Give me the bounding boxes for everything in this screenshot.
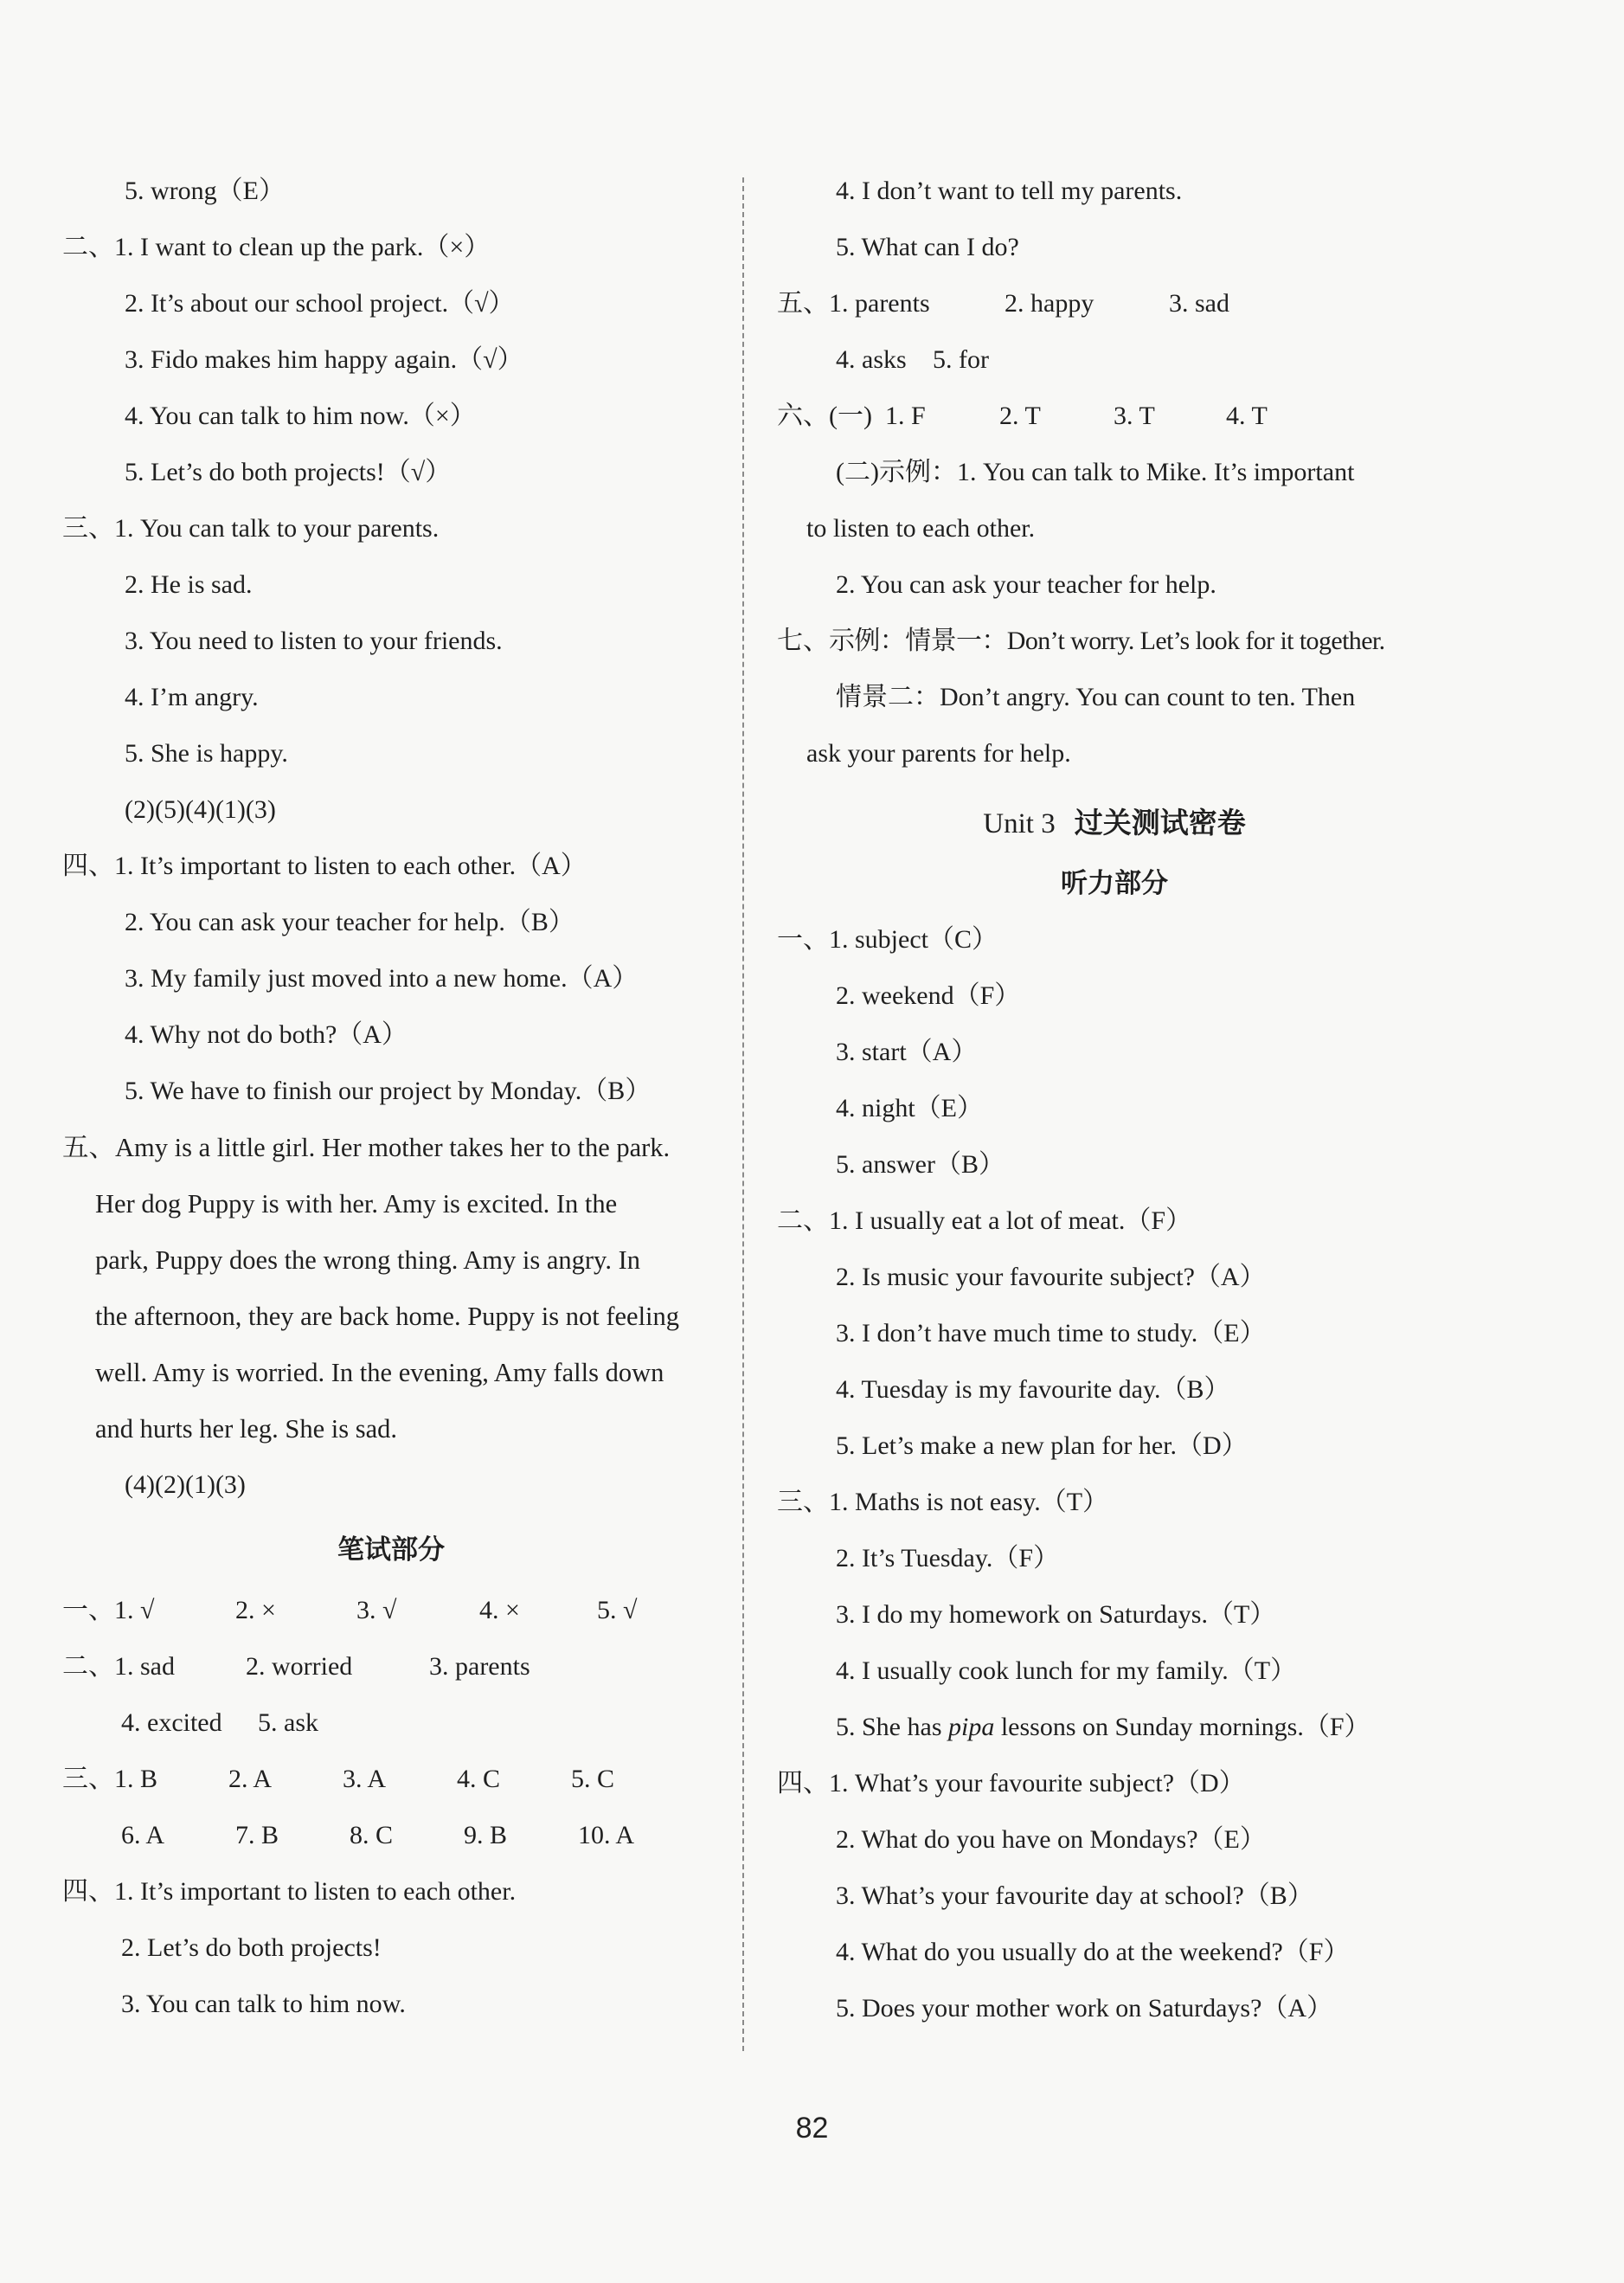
answer-text: 2. T [999, 402, 1041, 430]
section-label: 五、 [62, 1133, 115, 1162]
page-number: 82 [795, 2112, 829, 2145]
answer-line: 2. Is music your favourite subject?（A） [836, 1263, 1266, 1291]
answer-line: the afternoon, they are back home. Puppy is not feeling [95, 1302, 680, 1331]
answer-line: 3. start（A） [836, 1038, 978, 1066]
section-label: 一、 [777, 925, 829, 954]
answer-line: 2. You can ask your teacher for help. [836, 570, 1216, 599]
answer-text: 1. It’s important to listen to each other. [114, 1877, 517, 1906]
answer-text: 2. × [235, 1596, 276, 1624]
answer-line [777, 1762, 1452, 1818]
answer-text: 2. A [228, 1765, 273, 1793]
answer-text: 1. parents [829, 289, 930, 318]
answer-line [62, 1126, 720, 1182]
answer-line: 4. Why not do both?（A） [125, 1020, 408, 1049]
answer-text: 3. A [343, 1765, 387, 1793]
answer-line: 情景二：Don’t angry. You can count to ten. Then [836, 683, 1356, 711]
section-label: 二、 [62, 1652, 114, 1681]
answer-line: 4. You can talk to him now.（×） [125, 402, 476, 430]
answer-text: 8. C [350, 1821, 394, 1849]
section-label: 四、 [62, 1877, 114, 1906]
section-label: 三、 [777, 1488, 829, 1516]
answer-line: to listen to each other. [806, 514, 1036, 543]
answer-line [62, 1701, 720, 1758]
answer-text: 1. Maths is not easy.（T） [829, 1488, 1109, 1516]
answer-text: 6. A [121, 1821, 165, 1849]
answer-text: 1. B [114, 1765, 158, 1793]
answer-line: 2. weekend（F） [836, 981, 1021, 1010]
sub-label: (一) [829, 402, 872, 430]
answer-line [62, 1870, 720, 1926]
answer-text: 4. asks [836, 345, 907, 374]
answer-line: 3. You can talk to him now. [121, 1990, 406, 2018]
answer-line: Her dog Puppy is with her. Amy is excited. In the [95, 1189, 618, 1219]
answer-line [62, 1758, 720, 1814]
answer-line: 5. Let’s make a new plan for her.（D） [836, 1431, 1248, 1460]
answer-line: 5. Does your mother work on Saturdays?（A） [836, 1994, 1333, 2023]
answer-line: park, Puppy does the wrong thing. Amy is angry. In [95, 1245, 640, 1275]
answer-text: 1. It’s important to listen to each other.（A） [114, 852, 587, 880]
section-label: 二、 [62, 233, 114, 261]
answer-line: 3. I don’t have much time to study.（E） [836, 1319, 1266, 1347]
answer-line: ask your parents for help. [806, 739, 1071, 768]
answer-line: 3. My family just moved into a new home.（A） [125, 964, 639, 993]
answer-line: 3. What’s your favourite day at school?（B） [836, 1881, 1313, 1910]
answer-text: 1. You can talk to your parents. [114, 514, 440, 543]
answer-line: (二)示例：1. You can talk to Mike. It’s important [836, 458, 1355, 486]
section-label: 三、 [62, 514, 114, 543]
answer-line: 3. I do my homework on Saturdays.（T） [836, 1600, 1276, 1629]
column-divider [742, 177, 744, 2051]
answer-line [62, 1645, 720, 1701]
section-heading: 笔试部分 [337, 1534, 445, 1566]
answer-text: 1. F [885, 402, 926, 430]
section-label: 五、 [777, 289, 829, 318]
answer-text: 3. √ [356, 1596, 397, 1624]
unit-title-cn: 过关测试密卷 [1074, 806, 1246, 839]
answer-line [777, 620, 1452, 676]
answer-text: Amy is a little girl. Her mother takes her to the park. [115, 1133, 671, 1162]
answer-line [777, 282, 1452, 338]
answer-text: 5. C [571, 1765, 615, 1793]
answer-line: 3. You need to listen to your friends. [125, 627, 503, 655]
answer-line: 5. wrong（E） [125, 177, 285, 205]
answer-line: 2. Let’s do both projects! [121, 1933, 382, 1962]
answer-line: 5. Let’s do both projects!（√） [125, 458, 452, 486]
answer-line: 5. What can I do? [836, 233, 1019, 261]
answer-text: 5. for [933, 345, 989, 374]
answer-line [62, 507, 720, 563]
section-label: 六、 [777, 402, 829, 430]
answer-text: 1. I want to clean up the park.（×） [114, 233, 491, 261]
answer-line [777, 338, 1452, 395]
answer-text: 4. × [479, 1596, 520, 1624]
answer-line: 5. answer（B） [836, 1150, 1005, 1179]
answer-line [777, 395, 1452, 451]
answer-text: 3. T [1114, 402, 1155, 430]
answer-text: 9. B [464, 1821, 508, 1849]
answer-line: and hurts her leg. She is sad. [95, 1414, 397, 1444]
answer-line: 4. night（E） [836, 1094, 983, 1122]
section-label: 四、 [62, 852, 114, 880]
section-label: 四、 [777, 1769, 829, 1797]
answer-line: 2. What do you have on Mondays?（E） [836, 1825, 1266, 1854]
answer-text: 5. ask [258, 1708, 318, 1737]
answer-line [777, 1199, 1452, 1256]
answer-line: 2. It’s Tuesday.（F） [836, 1544, 1060, 1572]
answer-text: 1. sad [114, 1652, 175, 1681]
answer-line: (2)(5)(4)(1)(3) [125, 795, 276, 824]
answer-line: 4. I don’t want to tell my parents. [836, 177, 1183, 205]
answer-text: 2. worried [246, 1652, 353, 1681]
section-label: 七、 [777, 627, 829, 655]
answer-text-italic: pipa [948, 1713, 995, 1741]
answer-line [62, 1589, 720, 1645]
answer-text: 1. subject（C） [829, 925, 998, 954]
answer-text: lessons on Sunday mornings.（F） [994, 1713, 1370, 1741]
answer-text: 2. happy [1005, 289, 1094, 318]
answer-line: 5. She is happy. [125, 739, 288, 768]
answer-text: 7. B [235, 1821, 279, 1849]
answer-line: 2. You can ask your teacher for help.（B） [125, 908, 574, 936]
left-column [62, 170, 720, 2039]
section-label: 二、 [777, 1206, 829, 1235]
answer-text: 4. excited [121, 1708, 222, 1737]
answer-line [777, 1481, 1452, 1537]
section-heading: 听力部分 [1061, 868, 1168, 899]
answer-line: 3. Fido makes him happy again.（√） [125, 345, 523, 374]
answer-line: (4)(2)(1)(3) [125, 1470, 246, 1499]
answer-line [777, 1706, 1452, 1762]
answer-line: 4. Tuesday is my favourite day.（B） [836, 1375, 1230, 1404]
answer-line [777, 918, 1452, 974]
answer-line: 2. He is sad. [125, 570, 253, 599]
answer-line [62, 845, 720, 901]
answer-line: 4. What do you usually do at the weekend?（F） [836, 1938, 1350, 1966]
section-label: 一、 [62, 1596, 114, 1624]
answer-text: 1. I usually eat a lot of meat.（F） [829, 1206, 1192, 1235]
answer-text: 3. parents [429, 1652, 530, 1681]
answer-line [62, 226, 720, 282]
answer-text: 1. What’s your favourite subject?（D） [829, 1769, 1245, 1797]
answer-line: 5. We have to finish our project by Monday.（B） [125, 1077, 652, 1105]
answer-line [62, 1814, 720, 1870]
section-label: 三、 [62, 1765, 114, 1793]
answer-text: 4. C [457, 1765, 501, 1793]
answer-text: 10. A [578, 1821, 635, 1849]
answer-text: 5. She has [836, 1713, 948, 1741]
answer-line: 4. I usually cook lunch for my family.（T） [836, 1656, 1297, 1685]
right-column [777, 170, 1452, 2043]
answer-text: 示例：情景一：Don’t worry. Let’s look for it together. [829, 627, 1385, 655]
answer-line: 4. I’m angry. [125, 683, 259, 711]
answer-text: 4. T [1226, 402, 1268, 430]
answer-line: 2. It’s about our school project.（√） [125, 289, 515, 318]
answer-text: 3. sad [1169, 289, 1229, 318]
unit-title-en: Unit 3 [983, 808, 1056, 839]
answer-text: 1. √ [114, 1596, 155, 1624]
unit-title [777, 788, 1452, 858]
answer-text: 5. √ [597, 1596, 638, 1624]
answer-line: well. Amy is worried. In the evening, Amy falls down [95, 1358, 664, 1387]
